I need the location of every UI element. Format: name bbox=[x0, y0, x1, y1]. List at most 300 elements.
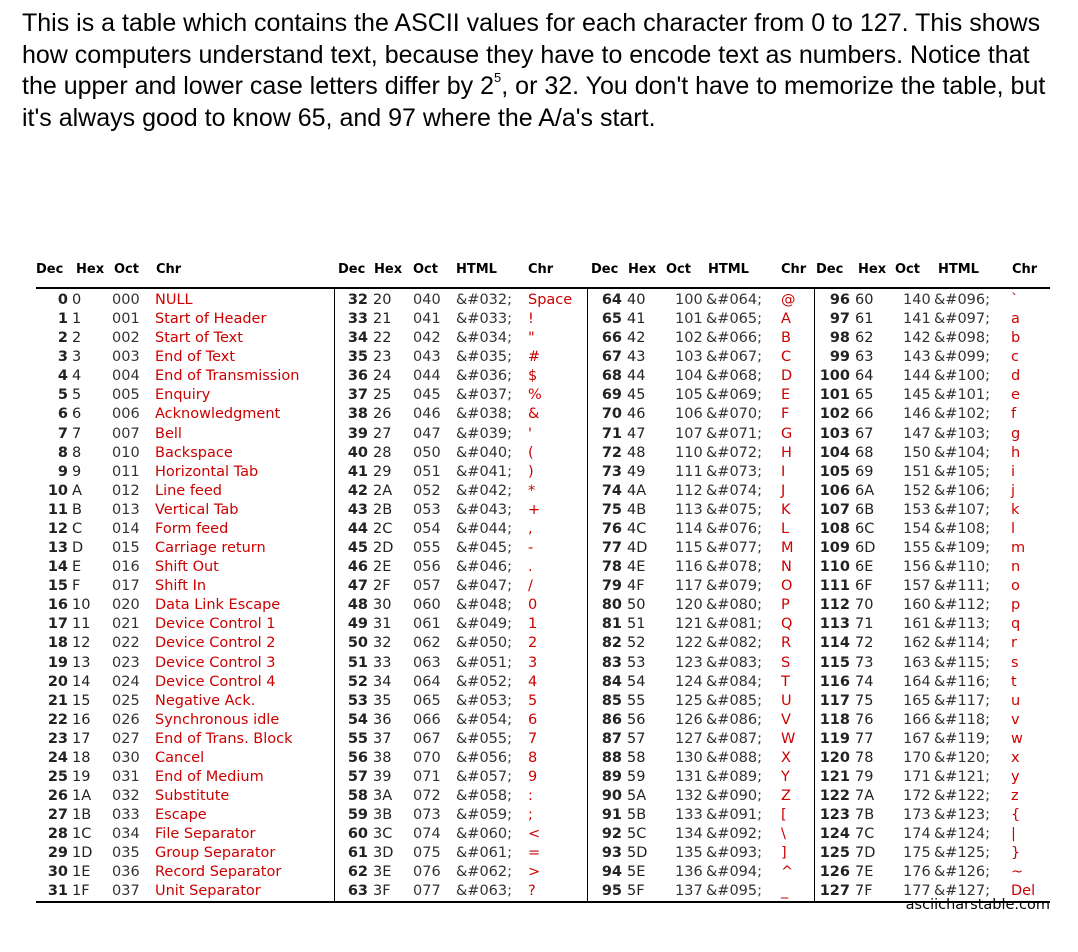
hex-8: 8 bbox=[72, 444, 82, 461]
header-g2-oct: Oct bbox=[413, 262, 438, 277]
chr-97: a bbox=[1011, 311, 1020, 328]
oct-94: 136 bbox=[675, 864, 703, 881]
chr-23: End of Trans. Block bbox=[155, 730, 293, 747]
dec-51: 51 bbox=[347, 654, 368, 671]
chr-114: r bbox=[1011, 635, 1017, 652]
oct-108: 154 bbox=[903, 520, 931, 537]
hex-123: 7B bbox=[855, 807, 875, 824]
chr-86: V bbox=[781, 711, 791, 728]
dec-93: 93 bbox=[601, 845, 622, 862]
dec-86: 86 bbox=[601, 711, 622, 728]
dec-52: 52 bbox=[347, 673, 368, 690]
dec-103: 103 bbox=[819, 425, 850, 442]
chr-62: > bbox=[528, 864, 541, 881]
hex-22: 16 bbox=[72, 711, 91, 728]
hex-43: 2B bbox=[373, 501, 393, 518]
hex-85: 55 bbox=[627, 692, 646, 709]
hex-101: 65 bbox=[855, 387, 874, 404]
hex-115: 73 bbox=[855, 654, 874, 671]
html-35: &#035; bbox=[456, 349, 513, 366]
hex-93: 5D bbox=[627, 845, 648, 862]
chr-58: : bbox=[528, 788, 533, 805]
oct-60: 074 bbox=[413, 826, 441, 843]
chr-10: Line feed bbox=[155, 482, 222, 499]
html-115: &#115; bbox=[934, 654, 991, 671]
hex-80: 50 bbox=[627, 597, 646, 614]
html-73: &#073; bbox=[706, 463, 763, 480]
oct-118: 166 bbox=[903, 711, 931, 728]
oct-27: 033 bbox=[112, 807, 140, 824]
html-118: &#118; bbox=[934, 711, 991, 728]
dec-68: 68 bbox=[601, 368, 622, 385]
oct-32: 040 bbox=[413, 292, 441, 308]
html-43: &#043; bbox=[456, 501, 513, 518]
dec-35: 35 bbox=[347, 349, 368, 366]
oct-82: 122 bbox=[675, 635, 703, 652]
dec-45: 45 bbox=[347, 540, 368, 557]
dec-6: 6 bbox=[57, 406, 68, 423]
hex-109: 6D bbox=[855, 540, 876, 557]
dec-49: 49 bbox=[347, 616, 368, 633]
dec-37: 37 bbox=[347, 387, 368, 404]
oct-44: 054 bbox=[413, 520, 441, 537]
html-64: &#064; bbox=[706, 292, 763, 308]
oct-71: 107 bbox=[675, 425, 703, 442]
chr-6: Acknowledgment bbox=[155, 406, 281, 423]
hex-77: 4D bbox=[627, 540, 648, 557]
hex-113: 71 bbox=[855, 616, 874, 633]
header-g2-html: HTML bbox=[456, 262, 497, 277]
dec-106: 106 bbox=[819, 482, 850, 499]
html-117: &#117; bbox=[934, 692, 991, 709]
chr-53: 5 bbox=[528, 692, 538, 709]
hex-117: 75 bbox=[855, 692, 874, 709]
html-56: &#056; bbox=[456, 749, 513, 766]
html-77: &#077; bbox=[706, 540, 763, 557]
hex-70: 46 bbox=[627, 406, 646, 423]
hex-0: 0 bbox=[72, 292, 82, 308]
dec-66: 66 bbox=[601, 330, 622, 347]
dec-59: 59 bbox=[347, 807, 368, 824]
dec-114: 114 bbox=[819, 635, 850, 652]
chr-59: ; bbox=[528, 807, 533, 824]
chr-76: L bbox=[781, 520, 790, 537]
hex-90: 5A bbox=[627, 788, 647, 805]
chr-41: ) bbox=[528, 463, 534, 480]
hex-54: 36 bbox=[373, 711, 392, 728]
chr-44: , bbox=[528, 520, 533, 537]
oct-46: 056 bbox=[413, 559, 441, 576]
chr-61: = bbox=[528, 845, 541, 862]
oct-119: 167 bbox=[903, 730, 931, 747]
oct-112: 160 bbox=[903, 597, 931, 614]
html-101: &#101; bbox=[934, 387, 991, 404]
html-51: &#051; bbox=[456, 654, 513, 671]
hex-111: 6F bbox=[855, 578, 873, 595]
html-41: &#041; bbox=[456, 463, 513, 480]
oct-88: 130 bbox=[675, 749, 703, 766]
oct-66: 102 bbox=[675, 330, 703, 347]
dec-44: 44 bbox=[347, 520, 368, 537]
hex-75: 4B bbox=[627, 501, 647, 518]
header-g3-chr: Chr bbox=[781, 262, 807, 277]
dec-91: 91 bbox=[601, 807, 622, 824]
chr-63: ? bbox=[528, 883, 536, 900]
hex-13: D bbox=[72, 540, 84, 557]
html-104: &#104; bbox=[934, 444, 991, 461]
header-g2-hex: Hex bbox=[374, 262, 403, 277]
dec-8: 8 bbox=[57, 444, 68, 461]
html-97: &#097; bbox=[934, 311, 991, 328]
chr-50: 2 bbox=[528, 635, 538, 652]
dec-16: 16 bbox=[47, 597, 68, 614]
html-95: &#095; bbox=[706, 883, 763, 900]
chr-31: Unit Separator bbox=[155, 883, 261, 900]
html-92: &#092; bbox=[706, 826, 763, 843]
dec-43: 43 bbox=[347, 501, 368, 518]
html-105: &#105; bbox=[934, 463, 991, 480]
chr-49: 1 bbox=[528, 616, 538, 633]
dec-27: 27 bbox=[47, 807, 68, 824]
dec-9: 9 bbox=[57, 463, 68, 480]
oct-77: 115 bbox=[675, 540, 703, 557]
dec-107: 107 bbox=[819, 501, 850, 518]
oct-20: 024 bbox=[112, 673, 140, 690]
hex-14: E bbox=[72, 559, 82, 576]
hex-28: 1C bbox=[72, 826, 92, 843]
oct-36: 044 bbox=[413, 368, 441, 385]
header-g1-hex: Hex bbox=[76, 262, 105, 277]
header-g1-dec: Dec bbox=[36, 262, 64, 277]
chr-81: Q bbox=[781, 616, 793, 633]
dec-71: 71 bbox=[601, 425, 622, 442]
header-g3-oct: Oct bbox=[666, 262, 691, 277]
oct-72: 110 bbox=[675, 444, 703, 461]
html-109: &#109; bbox=[934, 540, 991, 557]
dec-110: 110 bbox=[819, 559, 850, 576]
hex-58: 3A bbox=[373, 788, 393, 805]
dec-75: 75 bbox=[601, 501, 622, 518]
dec-124: 124 bbox=[819, 826, 850, 843]
dec-32: 32 bbox=[347, 292, 368, 308]
oct-40: 050 bbox=[413, 444, 441, 461]
hex-105: 69 bbox=[855, 463, 874, 480]
column-divider-2 bbox=[587, 287, 588, 902]
chr-78: N bbox=[781, 559, 792, 576]
hex-34: 22 bbox=[373, 330, 392, 347]
hex-35: 23 bbox=[373, 349, 392, 366]
intro-superscript: 5 bbox=[494, 70, 502, 85]
hex-38: 26 bbox=[373, 406, 392, 423]
dec-81: 81 bbox=[601, 616, 622, 633]
hex-71: 47 bbox=[627, 425, 646, 442]
hex-7: 7 bbox=[72, 425, 82, 442]
oct-111: 157 bbox=[903, 578, 931, 595]
html-116: &#116; bbox=[934, 673, 991, 690]
oct-64: 100 bbox=[675, 292, 703, 308]
hex-79: 4F bbox=[627, 578, 645, 595]
oct-56: 070 bbox=[413, 749, 441, 766]
dec-60: 60 bbox=[347, 826, 368, 843]
oct-81: 121 bbox=[675, 616, 703, 633]
chr-73: I bbox=[781, 463, 786, 480]
hex-104: 68 bbox=[855, 444, 874, 461]
hex-118: 76 bbox=[855, 711, 874, 728]
html-114: &#114; bbox=[934, 635, 991, 652]
chr-64: @ bbox=[781, 292, 796, 308]
hex-47: 2F bbox=[373, 578, 391, 595]
chr-94: ^ bbox=[781, 864, 794, 881]
header-g4-hex: Hex bbox=[858, 262, 887, 277]
dec-97: 97 bbox=[829, 311, 850, 328]
html-60: &#060; bbox=[456, 826, 513, 843]
oct-12: 014 bbox=[112, 520, 140, 537]
oct-21: 025 bbox=[112, 692, 140, 709]
source-credit: asciicharstable.com bbox=[905, 897, 1050, 913]
hex-65: 41 bbox=[627, 311, 646, 328]
dec-17: 17 bbox=[47, 616, 68, 633]
hex-114: 72 bbox=[855, 635, 874, 652]
dec-26: 26 bbox=[47, 788, 68, 805]
html-83: &#083; bbox=[706, 654, 763, 671]
dec-104: 104 bbox=[819, 444, 850, 461]
html-70: &#070; bbox=[706, 406, 763, 423]
hex-33: 21 bbox=[373, 311, 392, 328]
oct-122: 172 bbox=[903, 788, 931, 805]
dec-10: 10 bbox=[47, 482, 68, 499]
chr-85: U bbox=[781, 692, 792, 709]
dec-33: 33 bbox=[347, 311, 368, 328]
hex-69: 45 bbox=[627, 387, 646, 404]
chr-5: Enquiry bbox=[155, 387, 211, 404]
dec-85: 85 bbox=[601, 692, 622, 709]
chr-107: k bbox=[1011, 501, 1020, 518]
dec-69: 69 bbox=[601, 387, 622, 404]
chr-55: 7 bbox=[528, 730, 538, 747]
hex-68: 44 bbox=[627, 368, 646, 385]
chr-68: D bbox=[781, 368, 793, 385]
hex-91: 5B bbox=[627, 807, 647, 824]
dec-39: 39 bbox=[347, 425, 368, 442]
chr-69: E bbox=[781, 387, 791, 404]
chr-82: R bbox=[781, 635, 792, 652]
chr-87: W bbox=[781, 730, 796, 747]
html-50: &#050; bbox=[456, 635, 513, 652]
hex-94: 5E bbox=[627, 864, 646, 881]
dec-105: 105 bbox=[819, 463, 850, 480]
chr-14: Shift Out bbox=[155, 559, 219, 576]
intro-text-1: This is a table which contains the ASCII values for each character from 0 to 127. This shows how computers understand text, because they have to encode text as numbers. Notice that the upper and lower case letters differ by 2 bbox=[22, 9, 1041, 100]
oct-2: 002 bbox=[112, 330, 140, 347]
chr-67: C bbox=[781, 349, 792, 366]
dec-36: 36 bbox=[347, 368, 368, 385]
dec-92: 92 bbox=[601, 826, 622, 843]
hex-108: 6C bbox=[855, 520, 875, 537]
hex-125: 7D bbox=[855, 845, 876, 862]
oct-31: 037 bbox=[112, 883, 140, 900]
hex-56: 38 bbox=[373, 749, 392, 766]
dec-24: 24 bbox=[47, 749, 68, 766]
chr-2: Start of Text bbox=[155, 330, 243, 347]
html-68: &#068; bbox=[706, 368, 763, 385]
column-divider-1 bbox=[334, 287, 335, 902]
oct-117: 165 bbox=[903, 692, 931, 709]
oct-78: 116 bbox=[675, 559, 703, 576]
hex-2: 2 bbox=[72, 330, 82, 347]
hex-4: 4 bbox=[72, 368, 82, 385]
hex-76: 4C bbox=[627, 520, 647, 537]
html-106: &#106; bbox=[934, 482, 991, 499]
dec-94: 94 bbox=[601, 864, 622, 881]
html-124: &#124; bbox=[934, 826, 991, 843]
html-40: &#040; bbox=[456, 444, 513, 461]
html-78: &#078; bbox=[706, 559, 763, 576]
dec-7: 7 bbox=[57, 425, 68, 442]
chr-120: x bbox=[1011, 749, 1020, 766]
hex-6: 6 bbox=[72, 406, 82, 423]
oct-18: 022 bbox=[112, 635, 140, 652]
dec-127: 127 bbox=[819, 883, 850, 900]
hex-122: 7A bbox=[855, 788, 875, 805]
hex-53: 35 bbox=[373, 692, 392, 709]
oct-8: 010 bbox=[112, 444, 140, 461]
dec-12: 12 bbox=[47, 520, 68, 537]
hex-59: 3B bbox=[373, 807, 393, 824]
oct-102: 146 bbox=[903, 406, 931, 423]
oct-48: 060 bbox=[413, 597, 441, 614]
dec-13: 13 bbox=[47, 540, 68, 557]
hex-11: B bbox=[72, 501, 82, 518]
dec-58: 58 bbox=[347, 788, 368, 805]
html-33: &#033; bbox=[456, 311, 513, 328]
chr-90: Z bbox=[781, 788, 791, 805]
hex-15: F bbox=[72, 578, 81, 595]
hex-63: 3F bbox=[373, 883, 391, 900]
hex-41: 29 bbox=[373, 463, 392, 480]
chr-39: ' bbox=[528, 425, 532, 442]
dec-15: 15 bbox=[47, 578, 68, 595]
hex-48: 30 bbox=[373, 597, 392, 614]
chr-70: F bbox=[781, 406, 790, 423]
html-112: &#112; bbox=[934, 597, 991, 614]
hex-44: 2C bbox=[373, 520, 393, 537]
chr-92: \ bbox=[781, 826, 786, 843]
chr-106: j bbox=[1011, 482, 1016, 499]
html-93: &#093; bbox=[706, 845, 763, 862]
dec-109: 109 bbox=[819, 540, 850, 557]
dec-63: 63 bbox=[347, 883, 368, 900]
oct-38: 046 bbox=[413, 406, 441, 423]
oct-28: 034 bbox=[112, 826, 140, 843]
chr-95: _ bbox=[781, 883, 789, 900]
oct-58: 072 bbox=[413, 788, 441, 805]
dec-83: 83 bbox=[601, 654, 622, 671]
chr-3: End of Text bbox=[155, 349, 236, 366]
oct-15: 017 bbox=[112, 578, 140, 595]
chr-19: Device Control 3 bbox=[155, 654, 276, 671]
dec-31: 31 bbox=[47, 883, 68, 900]
hex-66: 42 bbox=[627, 330, 646, 347]
dec-0: 0 bbox=[57, 292, 68, 308]
hex-121: 79 bbox=[855, 769, 874, 785]
dec-29: 29 bbox=[47, 845, 68, 862]
chr-28: File Separator bbox=[155, 826, 256, 843]
oct-115: 163 bbox=[903, 654, 931, 671]
dec-20: 20 bbox=[47, 673, 68, 690]
oct-86: 126 bbox=[675, 711, 703, 728]
html-102: &#102; bbox=[934, 406, 991, 423]
dec-101: 101 bbox=[819, 387, 850, 404]
oct-125: 175 bbox=[903, 845, 931, 862]
hex-98: 62 bbox=[855, 330, 874, 347]
chr-36: $ bbox=[528, 368, 538, 385]
chr-71: G bbox=[781, 425, 793, 442]
chr-83: S bbox=[781, 654, 791, 671]
oct-100: 144 bbox=[903, 368, 931, 385]
dec-78: 78 bbox=[601, 559, 622, 576]
dec-11: 11 bbox=[47, 501, 68, 518]
html-53: &#053; bbox=[456, 692, 513, 709]
dec-79: 79 bbox=[601, 578, 622, 595]
header-g2-dec: Dec bbox=[338, 262, 366, 277]
oct-126: 176 bbox=[903, 864, 931, 881]
oct-97: 141 bbox=[903, 311, 931, 328]
dec-90: 90 bbox=[601, 788, 622, 805]
dec-120: 120 bbox=[819, 749, 850, 766]
html-44: &#044; bbox=[456, 520, 513, 537]
dec-115: 115 bbox=[819, 654, 850, 671]
oct-10: 012 bbox=[112, 482, 140, 499]
hex-57: 39 bbox=[373, 769, 392, 785]
oct-96: 140 bbox=[903, 292, 931, 308]
dec-47: 47 bbox=[347, 578, 368, 595]
oct-103: 147 bbox=[903, 425, 931, 442]
chr-43: + bbox=[528, 501, 541, 518]
hex-20: 14 bbox=[72, 673, 91, 690]
hex-126: 7E bbox=[855, 864, 874, 881]
hex-82: 52 bbox=[627, 635, 646, 652]
table-top-rule bbox=[36, 287, 1050, 289]
chr-26: Substitute bbox=[155, 788, 230, 805]
hex-106: 6A bbox=[855, 482, 875, 499]
intro-paragraph bbox=[22, 8, 1062, 134]
dec-64: 64 bbox=[601, 292, 622, 308]
header-g4-oct: Oct bbox=[895, 262, 920, 277]
header-g3-hex: Hex bbox=[628, 262, 657, 277]
dec-46: 46 bbox=[347, 559, 368, 576]
oct-92: 134 bbox=[675, 826, 703, 843]
hex-19: 13 bbox=[72, 654, 91, 671]
chr-4: End of Transmission bbox=[155, 368, 300, 385]
chr-21: Negative Ack. bbox=[155, 692, 256, 709]
oct-113: 161 bbox=[903, 616, 931, 633]
oct-47: 057 bbox=[413, 578, 441, 595]
hex-81: 51 bbox=[627, 616, 646, 633]
chr-98: b bbox=[1011, 330, 1021, 347]
hex-100: 64 bbox=[855, 368, 874, 385]
dec-3: 3 bbox=[57, 349, 68, 366]
dec-122: 122 bbox=[819, 788, 850, 805]
oct-26: 032 bbox=[112, 788, 140, 805]
dec-125: 125 bbox=[819, 845, 850, 862]
chr-9: Horizontal Tab bbox=[155, 463, 259, 480]
oct-104: 150 bbox=[903, 444, 931, 461]
ascii-table bbox=[36, 258, 1050, 920]
dec-88: 88 bbox=[601, 749, 622, 766]
oct-105: 151 bbox=[903, 463, 931, 480]
html-81: &#081; bbox=[706, 616, 763, 633]
html-86: &#086; bbox=[706, 711, 763, 728]
